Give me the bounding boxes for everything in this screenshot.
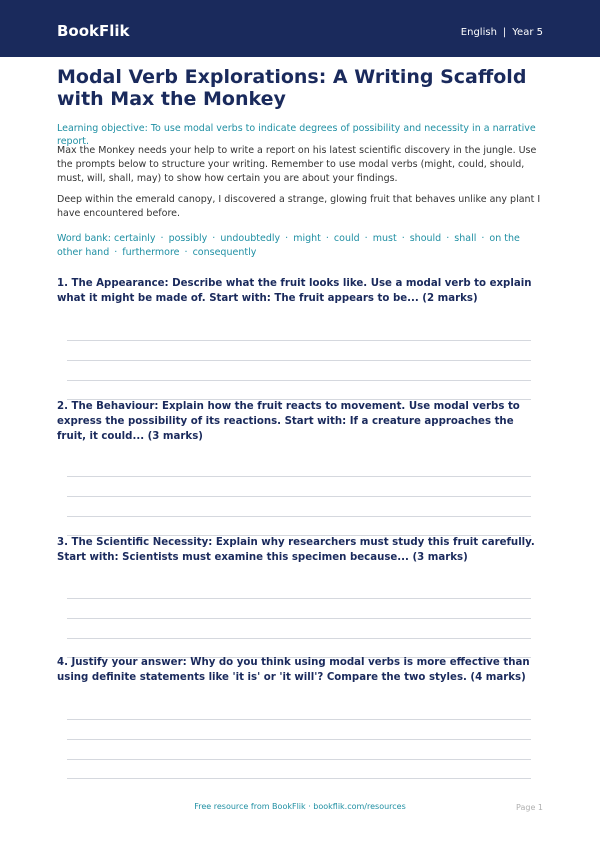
answer-line-2c[interactable] xyxy=(67,516,531,517)
question-2: 2. The Behaviour: Explain how the fruit reacts to movement. Use modal verbs to express the possibility of its reactions. Start with: If a creature approaches the fruit, it could... (3 marks) xyxy=(57,401,520,442)
question-4: 4. Justify your answer: Why do you think using modal verbs is more effective than using definite statements like 'it is' or 'it will'? Compare the two styles. (4 marks) xyxy=(57,657,530,683)
word-bank-w0: certainly xyxy=(114,233,156,244)
answer-line-4b[interactable] xyxy=(67,739,531,740)
word-bank-w3: might xyxy=(293,233,321,244)
word-bank-w10: consequently xyxy=(192,247,257,258)
word-bank-label: Word bank: xyxy=(57,233,112,244)
word-bank-w5: must xyxy=(372,233,397,244)
separator: | xyxy=(502,27,507,38)
answer-line-3a[interactable] xyxy=(67,598,531,599)
learning-objective: Learning objective: To use modal verbs to indicate degrees of possibility and necessity in a narrative report. xyxy=(57,123,536,147)
answer-line-1a[interactable] xyxy=(67,340,531,341)
answer-line-4a[interactable] xyxy=(67,719,531,720)
page-number: Page 1 xyxy=(516,803,543,812)
year-label: Year 5 xyxy=(512,27,543,38)
answer-line-2b[interactable] xyxy=(67,496,531,497)
answer-line-2a[interactable] xyxy=(67,476,531,477)
subject-year xyxy=(461,27,543,39)
word-bank-w2: undoubtedly xyxy=(220,233,281,244)
question-3: 3. The Scientific Necessity: Explain why researchers must study this fruit carefully. Start with: Scientists must examine this specimen because... (3 marks) xyxy=(57,537,535,563)
word-bank-w4: could xyxy=(333,233,360,244)
word-bank-w7: shall xyxy=(454,233,477,244)
question-1: 1. The Appearance: Describe what the fruit looks like. Use a modal verb to explain what it might be made of. Start with: The fruit appears to be... (2 marks) xyxy=(57,278,532,304)
footer-text: Free resource from BookFlik · bookflik.com/resources xyxy=(194,802,406,811)
word-bank-w9: furthermore xyxy=(122,247,180,258)
worksheet-title: Modal Verb Explorations: A Writing Scaffold with Max the Monkey xyxy=(57,66,527,110)
answer-line-3b[interactable] xyxy=(67,618,531,619)
brand-logo: BookFlik xyxy=(57,22,130,40)
answer-line-4d[interactable] xyxy=(67,778,531,779)
subject-label: English xyxy=(460,27,497,38)
word-bank-w1: possibly xyxy=(168,233,208,244)
word-bank-w8: on the other hand xyxy=(57,233,520,258)
answer-line-1b[interactable] xyxy=(67,360,531,361)
intro-paragraph: Max the Monkey needs your help to write a report on his latest scientific discovery in the jungle. Use the prompts below to structure your writing. Remember to use modal verbs (might, could, should, must, will, shall, may) to show how certain you are about your findings. xyxy=(57,145,537,184)
answer-line-3c[interactable] xyxy=(67,638,531,639)
word-bank: Word bank: certainly · possibly · undoubtedly · might · could · must · should · shall · on the other hand · furthermore · consequently xyxy=(57,233,520,258)
word-bank-w6: should xyxy=(409,233,442,244)
story-paragraph: Deep within the emerald canopy, I discovered a strange, glowing fruit that behaves unlike any plant I have encountered before. xyxy=(57,194,541,219)
page-header xyxy=(0,0,600,57)
answer-line-1c[interactable] xyxy=(67,380,531,381)
answer-line-4c[interactable] xyxy=(67,759,531,760)
